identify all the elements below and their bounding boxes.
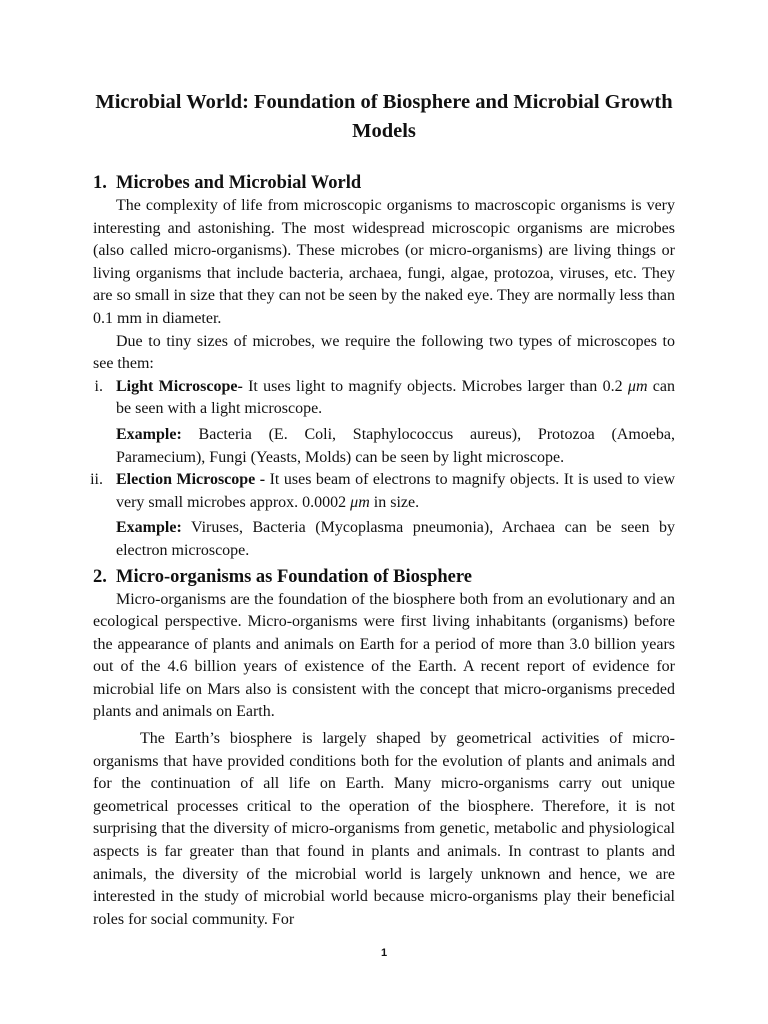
list-item-text (116, 376, 675, 421)
document-title: Microbial World: Foundation of Biosphere and Microbial Growth Models (95, 91, 673, 142)
example-text (116, 424, 675, 469)
example-body: Viruses, Bacteria (Mycoplasma pneumonia), Archaea can be seen by electron microscope. (116, 519, 675, 559)
list-numeral: i. (94, 377, 103, 395)
section-2-number: 2. (93, 566, 107, 587)
term-description: It uses light to magnify objects. Microbes larger than 0.2 (242, 377, 628, 395)
term: Light Microscope- (116, 377, 243, 395)
section-2-title: Micro-organisms as Foundation of Biosphere (116, 566, 472, 587)
unit: μm (350, 493, 370, 511)
section-1-paragraph-2: Due to tiny sizes of microbes, we require the following two types of microscopes to see them: (93, 332, 675, 373)
section-2-paragraph-1: Micro-organisms are the foundation of the biosphere both from an evolutionary and an ecological perspective. Micro-organisms were first living inhabitants (organisms) before the appearance of plants and animals on Earth for a period of more than 3.0 billion years out of the 4.6 billion years of existence of the Earth. A recent report of evidence for microbial life on Mars also is consistent with the concept that micro-organisms preceded plants and animals on Earth. (93, 590, 675, 721)
term-description: It uses beam of electrons to magnify objects. It is used to view very small microbes approx. 0.0002 (116, 471, 676, 511)
section-1-heading (93, 171, 675, 195)
section-1-title: Microbes and Microbial World (116, 173, 362, 193)
example-label: Example: (116, 425, 182, 443)
list-item (90, 469, 676, 562)
example-body: Bacteria (E. Coli, Staphylococcus aureus), Protozoa (Amoeba, Paramecium), Fungi (Yeasts, Molds) can be seen by light microscope. (116, 425, 675, 466)
list-item-text (116, 469, 675, 514)
list-item (93, 376, 675, 469)
section-1-paragraph-1: The complexity of life from microscopic organisms to macroscopic organisms is very interesting and astonishing. The most widespread microscopic organisms are microbes (also called micro-organisms). These microbes (or micro-organisms) are living things or living organisms that include bacteria, archaea, fungi, algae, protozoa, viruses, etc. They are so small in size that they can not be seen by the naked eye. They are normally less than 0.1 mm in diameter. (93, 197, 675, 327)
example-label: Example: (116, 519, 182, 537)
unit: μm (627, 377, 648, 395)
term-description-end: can be seen with a light microscope. (116, 377, 676, 418)
example-text (116, 517, 675, 562)
section-2-paragraph-2: The Earth’s biosphere is largely shaped by geometrical activities of micro-organisms that have provided conditions both for the evolution of plants and animals and for the continuation of all life on Earth. Many micro-organisms carry out unique geometrical processes critical to the operation of the biosphere. Therefore, it is not surprising that the diversity of micro-organisms from genetic, metabolic and physiological aspects is far greater than that found in plants and animals. In contrast to plants and animals, the diversity of the microbial world is largely unknown and hence, we are interested in the study of microbial world because micro-organisms play their beneficial roles for social community. For (93, 730, 675, 928)
term-description-end: in size. (369, 493, 420, 511)
term: Election Microscope - (116, 471, 266, 489)
section-2-heading (93, 565, 675, 589)
list-numeral: ii. (90, 471, 103, 489)
section-1-number: 1. (93, 173, 107, 193)
page-number: 1 (380, 947, 388, 959)
page-content (90, 82, 676, 931)
